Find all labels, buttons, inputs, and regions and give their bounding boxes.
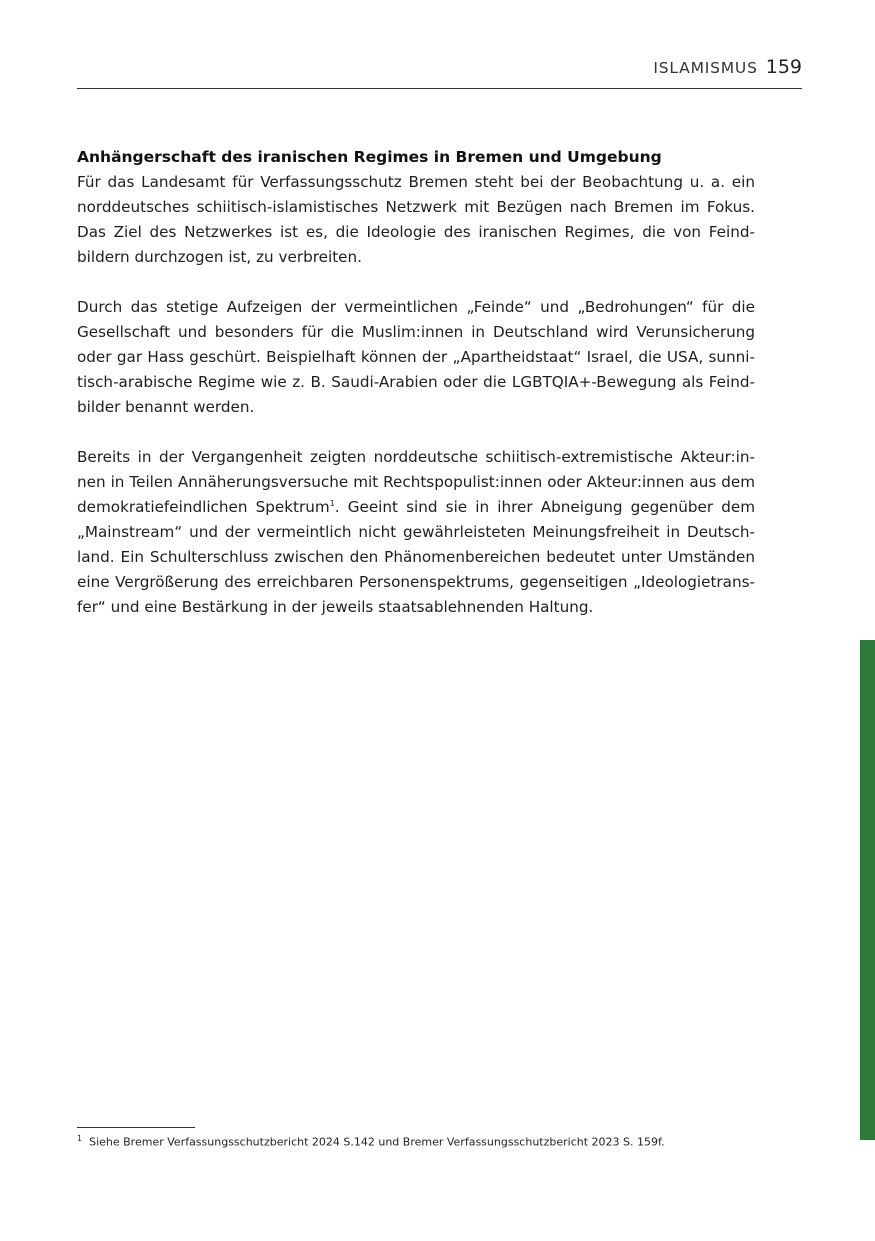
page-number: 159	[765, 56, 802, 78]
chapter-side-tab	[860, 640, 875, 1140]
footnote-marker: 1	[77, 1134, 83, 1143]
paragraph-3-text-start: Bereits in der Vergangenheit zeigten norddeutsche schiitisch-extremistische Akteur:innen in Teilen Annäherungsversuche mit Rechtspopulist:innen oder Akteur:innen aus dem demokratiefeindlichen Spektrum	[77, 448, 755, 516]
article-body	[77, 145, 755, 645]
paragraph-3	[77, 445, 755, 620]
running-header	[77, 56, 802, 89]
paragraph-2: Durch das stetige Aufzeigen der vermeintlichen „Feinde“ und „Bedrohungen“ für die Gesellschaft und besonders für die Muslim:innen in Deutschland wird Verunsicherung oder gar Hass geschürt. Beispielhaft können der „Apartheidstaat“ Israel, die USA, sunnitisch-arabische Regime wie z. B. Saudi-Arabien oder die LGBTQIA+-Bewegung als Feindbilder benannt werden.	[77, 298, 755, 416]
footnote	[77, 1132, 777, 1150]
footnote-reference: 1	[329, 498, 335, 508]
paragraph-3-text-end: . Geeint sind sie in ihrer Abneigung gegenüber dem „Mainstream“ und der vermeintlich nicht gewährleisteten Meinungsfreiheit in Deutschland. Ein Schulterschluss zwischen den Phänomenbereichen bedeutet unter Umständen eine Vergrößerung des erreichbaren Personenspektrums, gegenseitigen „Ideologietransfer“ und eine Bestärkung in der jeweils staatsablehnenden Haltung.	[77, 498, 755, 616]
paragraph-1: Für das Landesamt für Verfassungsschutz Bremen steht bei der Beobachtung u. a. ein norddeutsches schiitisch-islamistisches Netzwerk mit Bezügen nach Bremen im Fokus. Das Ziel des Netzwerkes ist es, die Ideologie des iranischen Regimes, die von Feindbildern durchzogen ist, zu verbreiten.	[77, 173, 755, 266]
footnote-text: Siehe Bremer Verfassungsschutzbericht 2024 S.142 und Bremer Verfassungsschutzbericht 2023 S. 159f.	[89, 1135, 665, 1149]
footnote-divider	[77, 1127, 195, 1128]
section-name: ISLAMISMUS	[653, 59, 758, 77]
article-heading: Anhängerschaft des iranischen Regimes in Bremen und Umgebung	[77, 148, 662, 166]
